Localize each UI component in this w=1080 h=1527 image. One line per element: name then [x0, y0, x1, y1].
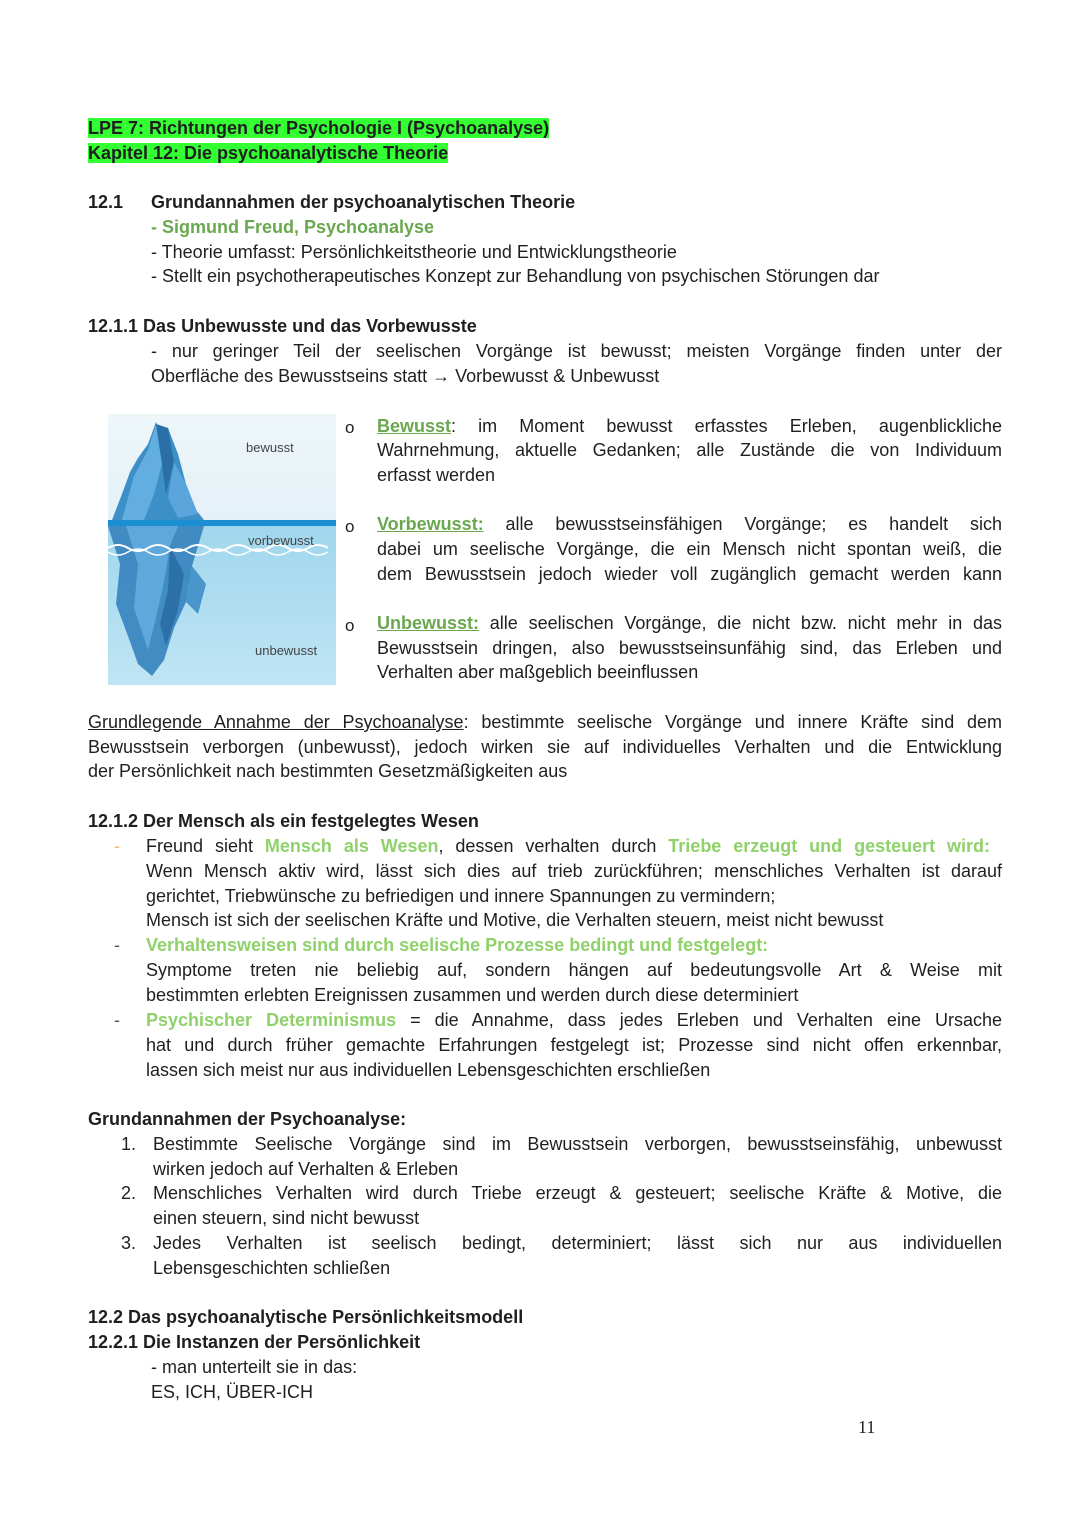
dash-bullet: -: [114, 1010, 120, 1030]
unbewusst-line2: Bewusstsein dringen, also bewusstseinsunfähig sind, das Erleben und: [377, 638, 1002, 658]
section-heading-12-2-1: 12.2.1 Die Instanzen der Persönlichkeit: [88, 1332, 421, 1352]
section-heading-12-1: Grundannahmen der psychoanalytischen Theorie: [151, 192, 576, 212]
list-number: 3.: [121, 1233, 137, 1253]
term-grundannahme: Grundlegende Annahme der Psychoanalyse: [88, 712, 464, 732]
iceberg-image: [108, 414, 336, 685]
vorbewusst-line2: dabei um seelische Vorgänge, die ein Mensch nicht spontan weiß, die: [377, 539, 1002, 559]
document-title-line1: [88, 116, 549, 141]
unbewusst-line3: Verhalten aber maßgeblich beeinflussen: [377, 662, 699, 682]
list-number: 1.: [121, 1134, 137, 1154]
determinismus-line2: hat und durch früher gemachte Erfahrungen festgelegt ist; Prozesse sind nicht offen erkennbar,: [146, 1035, 1002, 1055]
bewusst-text: : im Moment bewusst erfasstes Erleben, augenblickliche: [451, 416, 1002, 436]
bullet-circle: o: [345, 616, 355, 635]
section-heading-12-1-2: 12.1.2 Der Mensch als ein festgelegtes Wesen: [88, 811, 479, 831]
vorbewusst-line3: dem Bewusstsein jedoch wieder voll zugänglich gemacht werden kann: [377, 564, 1002, 584]
grundannahme-line3: der Persönlichkeit nach bestimmten Gesetzmäßigkeiten aus: [88, 761, 568, 781]
verhaltensweisen-line3: bestimmten erlebten Ereignissen zusammen und werden durch diese determiniert: [146, 985, 799, 1005]
grundannahme-item3-line2: Lebensgeschichten schließen: [153, 1258, 391, 1278]
text-run: , dessen verhalten durch: [438, 836, 669, 856]
term-bewusst: Bewusst: [377, 416, 452, 436]
list-item-freud: - Sigmund Freud, Psychoanalyse: [151, 217, 435, 237]
page-number: 11: [858, 1417, 876, 1437]
mensch-line1: [146, 834, 990, 859]
iceberg-label-vorbewusst: vorbewusst: [248, 533, 314, 548]
term-triebe: Triebe erzeugt und gesteuert wird:: [668, 836, 991, 856]
grundannahme-text: : bestimmte seelische Vorgänge und innere Kräfte sind dem: [463, 712, 1002, 732]
determinismus-line3: lassen sich meist nur aus individuellen Lebensgeschichten erschließen: [146, 1060, 711, 1080]
grundannahme-item2-line1: Menschliches Verhalten wird durch Triebe erzeugt & gesteuert; seelische Kräfte & Motive, die: [153, 1183, 1002, 1203]
bewusst-line2: Wahrnehmung, aktuelle Gedanken; alle Zustände die von Individuum: [377, 440, 1002, 460]
list-item-konzept: - Stellt ein psychotherapeutisches Konzept zur Behandlung von psychischen Störungen dar: [151, 266, 880, 286]
bewusst-line1: [377, 414, 1002, 439]
term-verhaltensweisen: Verhaltensweisen sind durch seelische Prozesse bedingt und festgelegt:: [146, 935, 769, 955]
term-vorbewusst: Vorbewusst:: [377, 514, 484, 534]
iceberg-label-unbewusst: unbewusst: [255, 643, 318, 658]
grundannahme-item1-line1: Bestimmte Seelische Vorgänge sind im Bewusstsein verborgen, bewusstseinsfähig, unbewusst: [153, 1134, 1002, 1154]
determinismus-line1: [146, 1008, 1002, 1033]
section-number-12-1: 12.1: [88, 192, 124, 212]
verhaltensweisen-line2: Symptome treten nie beliebig auf, sondern hängen auf bedeutungsvolle Art & Weise mit: [146, 960, 1002, 980]
title-highlight-2: Kapitel 12: Die psychoanalytische Theorie: [88, 143, 449, 163]
term-mensch-als-wesen: Mensch als Wesen: [264, 836, 439, 856]
mensch-line3: gerichtet, Triebwünsche zu befriedigen und innere Spannungen zu vermindern;: [146, 886, 776, 906]
text-run: = die Annahme, dass jedes Erleben und Verhalten eine Ursache: [396, 1010, 1002, 1030]
bullet-circle: o: [345, 418, 355, 437]
dash-bullet: -: [114, 836, 120, 856]
unbewusst-line1: [377, 611, 1002, 636]
grundannahme-line2: Bewusstsein verborgen (unbewusst), jedoch wirken sie auf individuelles Verhalten und die Entwicklung: [88, 737, 1002, 757]
grundannahme-line1: [88, 710, 1002, 735]
instanzen-line2: ES, ICH, ÜBER-ICH: [151, 1382, 314, 1402]
vorbewusst-text: alle bewusstseinsfähigen Vorgänge; es handelt sich: [483, 514, 1002, 534]
section-heading-12-2: 12.2 Das psychoanalytische Persönlichkeitsmodell: [88, 1307, 524, 1327]
list-item-theorie: - Theorie umfasst: Persönlichkeitstheorie und Entwicklungstheorie: [151, 242, 677, 262]
grundannahme-item3-line1: Jedes Verhalten ist seelisch bedingt, determiniert; lässt sich nur aus individuellen: [153, 1233, 1002, 1253]
text-run: Freund sieht: [146, 836, 265, 856]
grundannahmen-heading: Grundannahmen der Psychoanalyse:: [88, 1109, 407, 1129]
paragraph-line: - nur geringer Teil der seelischen Vorgänge ist bewusst; meisten Vorgänge finden unter der: [151, 341, 1002, 361]
vorbewusst-line1: [377, 512, 1002, 537]
grundannahme-item2-line2: einen steuern, sind nicht bewusst: [153, 1208, 420, 1228]
section-heading-12-1-1: 12.1.1 Das Unbewusste und das Vorbewusste: [88, 316, 477, 336]
bullet-circle: o: [345, 517, 355, 536]
mensch-line4: Mensch ist sich der seelischen Kräfte und Motive, die Verhalten steuern, meist nicht bewusst: [146, 910, 884, 930]
iceberg-label-bewusst: bewusst: [246, 440, 294, 455]
dash-bullet: -: [114, 935, 120, 955]
title-highlight-1: LPE 7: Richtungen der Psychologie I (Psychoanalyse): [88, 118, 550, 138]
document-title-line2: [88, 141, 448, 166]
bewusst-line3: erfasst werden: [377, 465, 496, 485]
term-unbewusst: Unbewusst:: [377, 613, 480, 633]
paragraph-line: Oberfläche des Bewusstseins statt → Vorbewusst & Unbewusst: [151, 366, 660, 386]
term-psychischer-determinismus: Psychischer Determinismus: [146, 1010, 397, 1030]
list-number: 2.: [121, 1183, 137, 1203]
grundannahme-item1-line2: wirken jedoch auf Verhalten & Erleben: [153, 1159, 459, 1179]
unbewusst-text: alle seelischen Vorgänge, die nicht bzw. nicht mehr in das: [479, 613, 1002, 633]
instanzen-line1: - man unterteilt sie in das:: [151, 1357, 358, 1377]
mensch-line2: Wenn Mensch aktiv wird, lässt sich dies auf trieb zurückführen; menschliches Verhalten ist darauf: [146, 861, 1002, 881]
